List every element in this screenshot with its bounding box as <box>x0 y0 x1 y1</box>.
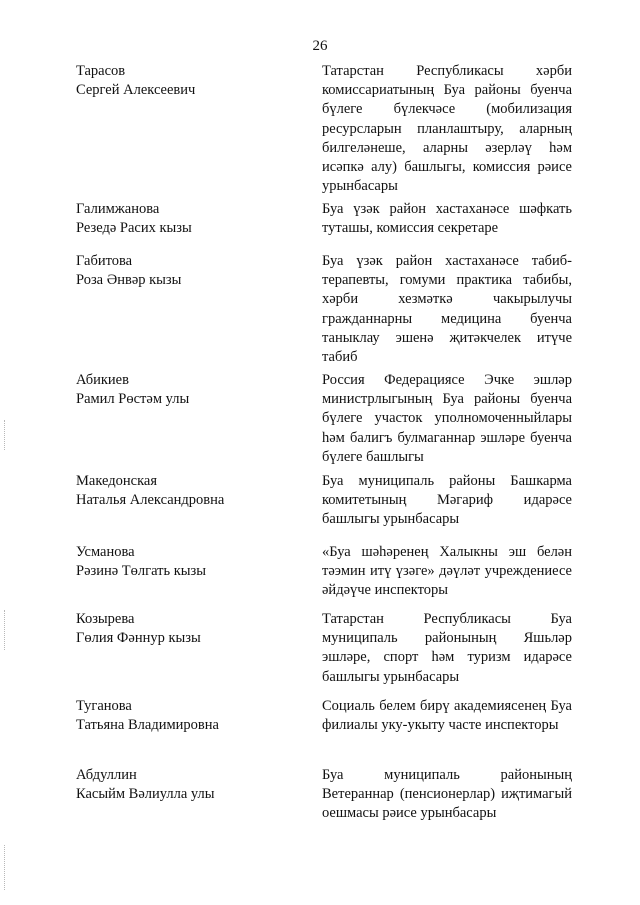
member-surname: Тарасов <box>76 63 126 79</box>
member-position: Россия Федерациясе Эчке эшләр министрлыгының Буа районы буенча бүлеге участок уполномоченныйлары һәм балигъ булмаганнар эшләре буенча бүлеге башлыгы <box>322 372 572 465</box>
member-given-name: Сергей Алексеевич <box>76 82 196 98</box>
member-name <box>76 252 296 290</box>
member-surname: Туганова <box>76 698 132 714</box>
page-number: 26 <box>312 38 328 54</box>
member-given-name: Касыйм Вәлиулла улы <box>76 786 215 802</box>
member-position: Татарстан Республикасы Буа муниципаль районының Яшьләр эшләре, спорт һәм туризм идарәсе башлыгы урынбасары <box>322 611 572 685</box>
member-given-name: Гөлия Фәннур кызы <box>76 630 201 646</box>
member-position: Татарстан Республикасы хәрби комиссариатының Буа районы буенча бүлеге бүлекчәсе (мобилизация ресурсларын планлаштыру, аларның билгеләнеше, аларны әзерләү һәм исәпкә алу) башлыгы, комиссия рәисе урынбасары <box>322 63 572 195</box>
member-position: Буа муниципаль районы Башкарма комитетының Мәгариф идарәсе башлыгы урынбасары <box>322 473 572 528</box>
member-name <box>76 472 296 510</box>
margin-scan-dots <box>4 610 6 650</box>
member-surname: Македонская <box>76 473 158 489</box>
member-position: Буа муниципаль районының Ветераннар (пенсионерлар) иҗтимагый оешмасы рәисе урынбасары <box>322 767 572 822</box>
member-given-name: Резедә Расих кызы <box>76 220 192 236</box>
member-given-name: Роза Әнвәр кызы <box>76 272 182 288</box>
member-surname: Козырева <box>76 611 135 627</box>
margin-scan-dots <box>4 845 6 890</box>
member-name <box>76 371 296 409</box>
member-given-name: Наталья Александровна <box>76 492 225 508</box>
member-name <box>76 543 296 581</box>
member-name <box>76 610 296 648</box>
member-position: Буа үзәк район хастаханәсе шәфкать туташы, комиссия секретаре <box>322 201 572 237</box>
member-surname: Абдуллин <box>76 767 137 783</box>
member-position: Буа үзәк район хастаханәсе табиб-терапевты, гомуми практика табибы, хәрби хезмәткә чакырылучы гражданнарны медицина буенча таныклау эшенә җитәкчелек итүче табиб <box>322 253 572 366</box>
member-given-name: Рәзинә Төлгать кызы <box>76 563 206 579</box>
member-name <box>76 200 296 238</box>
member-position: «Буа шәһәренең Халыкны эш белән тәэмин итү үзәге» дәүләт учреждениесе әйдәүче инспекторы <box>322 544 572 599</box>
margin-scan-dots <box>4 420 6 450</box>
member-position: Социаль белем бирү академиясенең Буа филиалы уку-укыту часте инспекторы <box>322 698 572 734</box>
member-name <box>76 766 296 804</box>
member-name <box>76 62 296 100</box>
member-given-name: Рамил Рөстәм улы <box>76 391 190 407</box>
member-given-name: Татьяна Владимировна <box>76 717 219 733</box>
member-name <box>76 697 296 735</box>
member-surname: Галимжанова <box>76 201 160 217</box>
member-surname: Усманова <box>76 544 135 560</box>
member-surname: Габитова <box>76 253 133 269</box>
member-surname: Абикиев <box>76 372 129 388</box>
